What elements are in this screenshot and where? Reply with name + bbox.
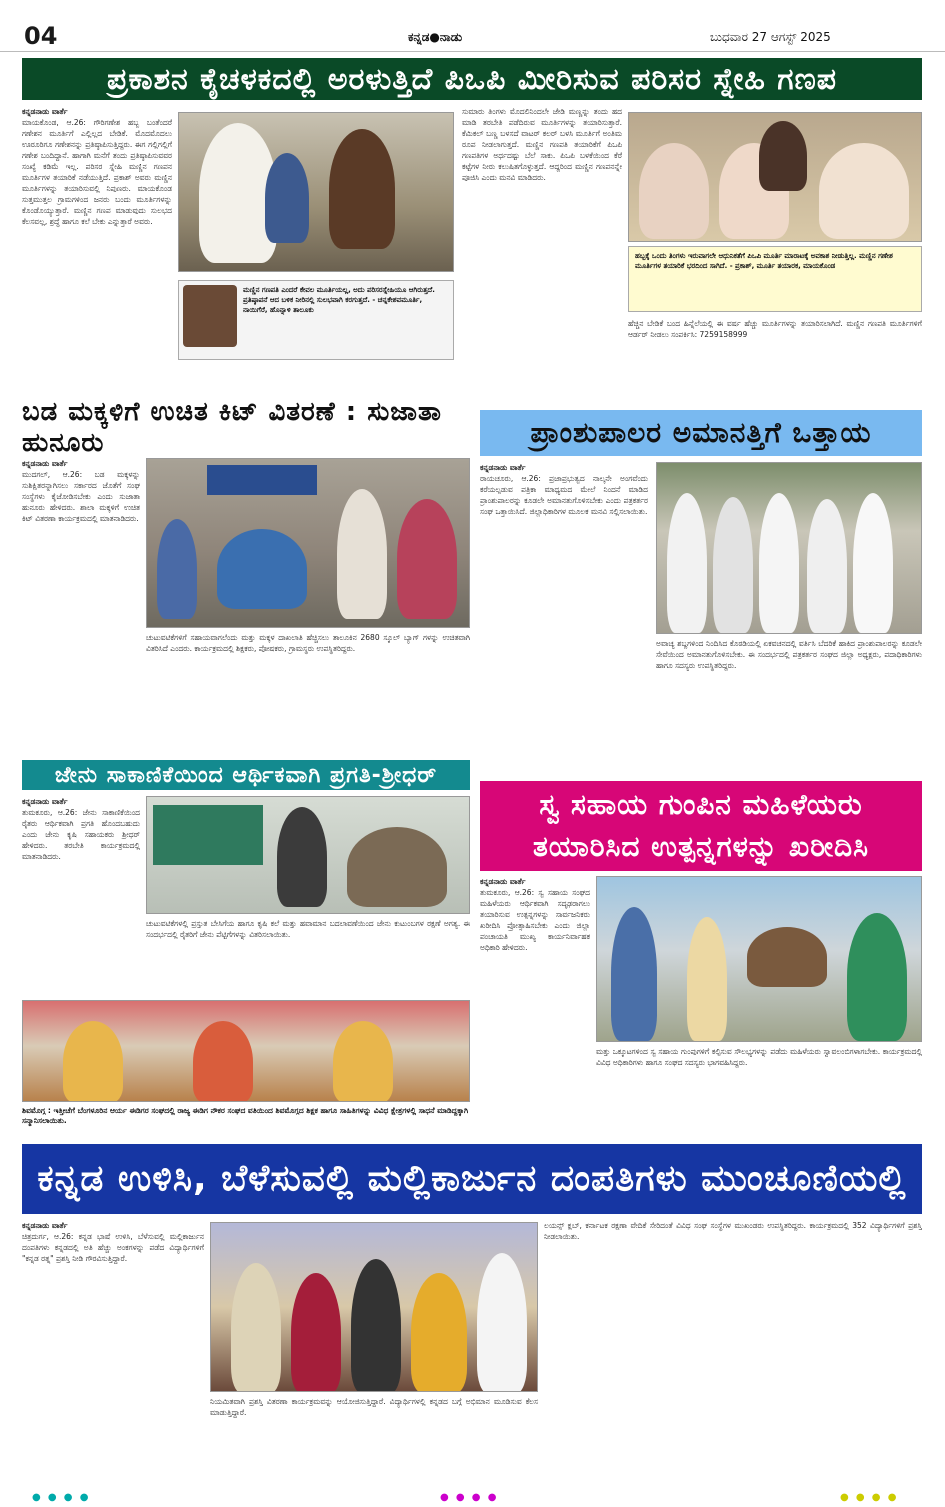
photo-shg-products — [596, 876, 922, 1042]
photo-principal-protest — [656, 462, 922, 634]
man-figure — [231, 1263, 281, 1392]
article-principal-col2 — [656, 638, 922, 774]
article-principal-col1 — [480, 462, 648, 774]
headline-shg-line1: ಸ್ವ ಸಹಾಯ ಗುಂಪಿನ ಮಹಿಳೆಯರು — [539, 788, 863, 821]
artist-figure — [329, 129, 395, 249]
poster-in-photo — [153, 805, 263, 865]
photo-ganesha-idols — [628, 112, 922, 242]
article-honey-col1 — [22, 796, 140, 996]
article-honey-text2: ಚುಟುವಟಿಕೆಗಳಲ್ಲಿ ಪ್ರಸ್ತುತ ಬೇಸಿಗೆಯ ಹಾಗೂ ಕೃಷಿ ಕಲೆ ಮತ್ತು ಹವಾಮಾನ ಬದಲಾವಣೆಯಿಂದ ಜೇನು ಕುಟುಂಬಗಳ ರಕ್ಷಣೆ ಅಗತ್ಯ. ಈ ಸಂದರ್ಭದಲ್ಲಿ ರೈತರಿಗೆ ಜೇನು ಪೆಟ್ಟಿಗೆಗಳನ್ನು ವಿತರಿಸಲಾಯಿತು. — [146, 919, 470, 939]
headline-shg — [480, 781, 922, 871]
article-kit-col1 — [22, 458, 140, 758]
article-shg-text2: ಮತ್ತು ಒಕ್ಕೂಟಗಳಿಂದ ಸ್ವ ಸಹಾಯ ಗುಂಪುಗಳಿಗೆ ಕಲ್ಪಿಸುವ ಸೌಲಭ್ಯಗಳನ್ನು ಪಡೆದು ಮಹಿಳೆಯರು ಸ್ವಾವಲಂಬಿಗಳಾಗಬೇಕು. ಕಾರ್ಯಕ್ರಮದಲ್ಲಿ ವಿವಿಧ ಅಧಿಕಾರಿಗಳು ಹಾಗೂ ಸಂಘದ ಸದಸ್ಯರು ಭಾಗವಹಿಸಿದ್ದರು. — [596, 1047, 922, 1067]
article-principal-text1: ರಾಯಚೂರು, ಆ.26: ಪ್ರಜಾಪ್ರಭುತ್ವದ ನಾಲ್ಕನೇ ಅಂಗವೆಂದು ಕರೆಯಲ್ಪಡುವ ಪತ್ರಿಕಾ ಮಾಧ್ಯಮದ ಮೇಲೆ ನಿಂದನೆ ಮಾಡಿದ ಪ್ರಾಂಶುಪಾಲರನ್ನು ಕೂಡಲೇ ಅಮಾನತುಗೊಳಿಸಬೇಕು ಎಂದು ಪತ್ರಕರ್ತರ ಸಂಘ ಒತ್ತಾಯಿಸಿದೆ. ಜಿಲ್ಲಾಧಿಕಾರಿಗಳ ಮೂಲಕ ಮನವಿ ಸಲ್ಲಿಸಲಾಯಿತು. — [480, 474, 648, 516]
man-figure-2 — [351, 1259, 401, 1392]
headline-honey: ಜೇನು ಸಾಕಾಣಿಕೆಯಿಂದ ಆರ್ಥಿಕವಾಗಿ ಪ್ರಗತಿ-ಶ್ರೀಧರ್ — [22, 760, 470, 790]
paper-name: ಕನ್ನಡ●ನಾಡು — [408, 30, 463, 44]
stall-shape — [747, 927, 827, 987]
registration-marks-center: ● ● ● ● — [440, 1492, 499, 1503]
article-kannada-text3: ಲಯನ್ಸ್ ಕ್ಲಬ್, ಕರ್ನಾಟಕ ರಕ್ಷಣಾ ವೇದಿಕೆ ಸೇರಿದಂತೆ ವಿವಿಧ ಸಂಘ ಸಂಸ್ಥೆಗಳ ಮುಖಂಡರು ಉಪಸ್ಥಿತರಿದ್ದರು. ಕಾರ್ಯಕ್ರಮದಲ್ಲಿ 352 ವಿದ್ಯಾರ್ಥಿಗಳಿಗೆ ಪ್ರಶಸ್ತಿ ನೀಡಲಾಯಿತು. — [544, 1221, 922, 1241]
official-1 — [611, 907, 657, 1041]
photo-kannada-award — [210, 1222, 538, 1392]
photo-kit-distribution — [146, 458, 470, 628]
byline-honey: ಕನ್ನಡನಾಡು ವಾರ್ತೆ — [22, 797, 68, 806]
registration-marks-right: ● ● ● ● — [840, 1492, 899, 1503]
headline-kannada: ಕನ್ನಡ ಉಳಿಸಿ, ಬೆಳೆಸುವಲ್ಲಿ ಮಲ್ಲಿಕಾರ್ಜುನ ದಂಪತಿಗಳು ಮುಂಚೂಣಿಯಲ್ಲಿ — [22, 1144, 922, 1214]
caption-felicitation: ಶಿವಮೊಗ್ಗ : ಇತ್ತೀಚೆಗೆ ಬೆಂಗಳೂರಿನ ಆರ್ಯ ಈಡಿಗರ ಸಂಘದಲ್ಲಿ ರಾಜ್ಯ ಈಡಿಗ ನೌಕರ ಸಂಘದ ವತಿಯಿಂದ ಶಿವಮೊಗ್ಗದ ಶಿಕ್ಷಕ ಹಾಗೂ ಸಾಹಿತಿಗಳನ್ನು ವಿವಿಧ ಕ್ಷೇತ್ರಗಳಲ್ಲಿ ಸಾಧನೆ ಮಾಡಿದ್ದಕ್ಕಾಗಿ ಸನ್ಮಾನಿಸಲಾಯಿತು. — [22, 1106, 469, 1125]
elder-figure — [477, 1253, 527, 1392]
headline-shg-line2: ತಯಾರಿಸಿದ ಉತ್ಪನ್ನಗಳನ್ನು ಖರೀದಿಸಿ — [532, 830, 869, 863]
honoree-2 — [193, 1021, 253, 1102]
article-kit-col2 — [146, 632, 470, 752]
article-kannada-col3 — [544, 1220, 922, 1486]
trainer-figure — [277, 807, 327, 907]
byline-ganapa: ಕನ್ನಡನಾಡು ವಾರ್ತೆ — [22, 107, 68, 116]
official-2 — [687, 917, 727, 1041]
article-kannada-col2 — [210, 1396, 538, 1486]
beehive-shape — [347, 827, 447, 907]
honoree-3 — [333, 1021, 393, 1102]
byline-kit: ಕನ್ನಡನಾಡು ವಾರ್ತೆ — [22, 459, 68, 468]
woman-figure — [847, 913, 907, 1041]
honoree-1 — [63, 1021, 123, 1102]
article-ganapa-col1 — [22, 106, 172, 398]
article-honey-text1: ತುಮಕೂರು, ಆ.26: ಜೇನು ಸಾಕಾಣಿಕೆಯಿಂದ ರೈತರು ಆರ್ಥಿಕವಾಗಿ ಪ್ರಗತಿ ಹೊಂದಬಹುದು ಎಂದು ಜೇನು ಕೃಷಿ ಸಹಾಯಕರು ಶ್ರೀಧರ್ ಹೇಳಿದರು. ತರಬೇತಿ ಕಾರ್ಯಕ್ರಮದಲ್ಲಿ ಮಾತನಾಡಿದರು. — [22, 808, 140, 861]
page-number: 04 — [24, 22, 58, 50]
woman-figure-1 — [291, 1273, 341, 1392]
article-kit-text1: ಮುದಗಲ್, ಆ.26: ಬಡ ಮಕ್ಕಳನ್ನು ಸುಶಿಕ್ಷಿತರನ್ನಾಗಿಸಲು ಸರ್ಕಾರದ ಜೊತೆಗೆ ಸಂಘ ಸಂಸ್ಥೆಗಳು ಕೈಜೋಡಿಸಬೇಕು ಎಂದು ಸುಜಾತಾ ಹುನೂರು ಹೇಳಿದರು. ಶಾಲಾ ಮಕ್ಕಳಿಗೆ ಉಚಿತ ಕಿಟ್ ವಿತರಣಾ ಕಾರ್ಯಕ್ರಮದಲ್ಲಿ ಮಾತನಾಡಿದರು. — [22, 470, 140, 523]
caption-ganapa — [628, 246, 922, 312]
quote-text: ಮಣ್ಣಿನ ಗಣಪತಿ ಎಂದರೆ ಕೇವಲ ಮೂರ್ತಿಯಲ್ಲ, ಅದು ಪರಿಸರಸ್ನೇಹಿಯೂ ಆಗಿರುತ್ತದೆ. ಪ್ರತಿಷ್ಠಾಪನೆ ಆದ ಬಳಿಕ ನೀರಿನಲ್ಲಿ ಸುಲಭವಾಗಿ ಕರಗುತ್ತದೆ. - ಚನ್ನಕೇಶವಮೂರ್ತಿ, ನಾಯಿಗೆರೆ, ಹೊನ್ನಾಳಿ ತಾಲೂಕು — [243, 286, 435, 314]
byline-shg: ಕನ್ನಡನಾಡು ವಾರ್ತೆ — [480, 877, 526, 886]
article-kannada-text2: ನಿಯಮಿತವಾಗಿ ಪ್ರಶಸ್ತಿ ವಿತರಣಾ ಕಾರ್ಯಕ್ರಮವನ್ನು ಆಯೋಜಿಸುತ್ತಿದ್ದಾರೆ. ವಿದ್ಯಾರ್ಥಿಗಳಲ್ಲಿ ಕನ್ನಡದ ಬಗ್ಗೆ ಅಭಿಮಾನ ಮೂಡಿಸುವ ಕೆಲಸ ಮಾಡುತ್ತಿದ್ದಾರೆ. — [210, 1397, 538, 1417]
quote-portrait — [183, 285, 237, 347]
idol-1 — [639, 143, 709, 239]
quote-box-ganapa — [178, 280, 454, 360]
article-honey-col2 — [146, 918, 470, 996]
photo-felicitation — [22, 1000, 470, 1102]
person-5 — [853, 493, 893, 633]
teacher-figure — [397, 499, 457, 619]
article-kannada-col1 — [22, 1220, 204, 1486]
photo-honey-training — [146, 796, 470, 914]
article-shg-col1 — [480, 876, 590, 1138]
bags-shape — [217, 529, 307, 609]
issue-date: ಬುಧವಾರ 27 ಆಗಸ್ಟ್ 2025 — [710, 30, 831, 44]
seller-figure — [759, 121, 807, 191]
article-principal-text2: ಅವಾಚ್ಯ ಶಬ್ದಗಳಿಂದ ನಿಂದಿಸಿದ ಕೊಠಡಿಯಲ್ಲಿ ಏಕವಚನದಲ್ಲಿ ವರ್ತಿಸಿ ಬೆದರಿಕೆ ಹಾಕಿದ ಪ್ರಾಂಶುಪಾಲರನ್ನು ಕೂಡಲೇ ಸೇವೆಯಿಂದ ಅಮಾನತುಗೊಳಿಸಬೇಕು. ಈ ಸಂದರ್ಭದಲ್ಲಿ ಪತ್ರಕರ್ತರ ಸಂಘದ ಜಿಲ್ಲಾ ಅಧ್ಯಕ್ಷರು, ಪದಾಧಿಕಾರಿಗಳು ಹಾಗೂ ಸದಸ್ಯರು ಉಪಸ್ಥಿತರಿದ್ದರು. — [656, 639, 922, 670]
idol-3 — [819, 143, 909, 239]
photo-ganapa-artist — [178, 112, 454, 272]
caption-ganapa-text: ಹಬ್ಬಕ್ಕೆ ಒಂದು ತಿಂಗಳು ಇರುವಾಗಲೇ ಆಧುನಿಕತೆಗೆ ಪಿಒಪಿ ಮೂರ್ತಿ ಮಾರಾಟಕ್ಕೆ ಅವಕಾಶ ನೀಡುತ್ತಿಲ್ಲ. ಮಣ್ಣಿನ ಗಣೇಶ ಮೂರ್ತಿಗಳ ತಯಾರಿಕೆ ಭರದಿಂದ ಸಾಗಿದೆ. - ಪ್ರಕಾಶ್, ಮೂರ್ತಿ ತಯಾರಕ, ಮಾಯಕೊಂಡ — [635, 252, 893, 270]
article-ganapa-text2: ಸುಮಾರು ತಿಂಗಳು ಮೊದಲಿನಿಂದಲೇ ಜೇಡಿ ಮಣ್ಣನ್ನು ತಂದು ಹದ ಮಾಡಿ ತರಬೇತಿ ಪಡೆದಿರುವ ಮೂರ್ತಿಗಳನ್ನು ತಯಾರಿಸುತ್ತಾರೆ. ಕೆಮಿಕಲ್ ಬಣ್ಣ ಬಳಸದೆ ವಾಟರ್ ಕಲರ್ ಬಳಸಿ ಮೂರ್ತಿಗೆ ಅಂತಿಮ ರೂಪ ನೀಡಲಾಗುತ್ತದೆ. ಮಣ್ಣಿನ ಗಣಪತಿ ತಯಾರಿಕೆಗೆ ಪಿಒಪಿ ಗಣಪತಿಗಳ ಅರ್ಧದಷ್ಟು ಬೆಲೆ ಸಾಕು. ಪಿಒಪಿ ಬಳಕೆಯಿಂದ ಕೆರೆ ಕಟ್ಟೆಗಳ ನೀರು ಕಲುಷಿತಗೊಳ್ಳುತ್ತದೆ. ಆದ್ದರಿಂದ ಮಣ್ಣಿನ ಗಣಪನನ್ನೇ ಪೂಜಿಸಿ ಎಂದು ಮನವಿ ಮಾಡಿದರು. — [462, 107, 622, 182]
masthead — [0, 0, 945, 52]
woman-figure-2 — [411, 1273, 467, 1392]
banner-in-photo — [207, 465, 317, 495]
child-figure — [265, 153, 309, 243]
article-kit-text2: ಚುಟುವಟಿಕೆಗಳಿಗೆ ಸಹಾಯವಾಗಲೆಂದು ಮತ್ತು ಮಕ್ಕಳ ದಾಖಲಾತಿ ಹೆಚ್ಚಿಸಲು ತಾಲೂಕಿನ 2680 ಸ್ಕೂಲ್ ಬ್ಯಾಗ್ ಗಳನ್ನು ಉಚಿತವಾಗಿ ವಿತರಿಸಿದೆ ಎಂದರು. ಕಾರ್ಯಕ್ರಮದಲ್ಲಿ ಶಿಕ್ಷಕರು, ಪೋಷಕರು, ಗ್ರಾಮಸ್ಥರು ಉಪಸ್ಥಿತರಿದ್ದರು. — [146, 633, 470, 653]
article-shg-text1: ತುಮಕೂರು, ಆ.26: ಸ್ವ ಸಹಾಯ ಸಂಘದ ಮಹಿಳೆಯರು ಆರ್ಥಿಕವಾಗಿ ಸದೃಢರಾಗಲು ತಯಾರಿಸುವ ಉತ್ಪನ್ನಗಳನ್ನು ಸಾರ್ವಜನಿಕರು ಖರೀದಿಸಿ ಪ್ರೋತ್ಸಾಹಿಸಬೇಕು ಎಂದು ಜಿಲ್ಲಾ ಪಂಚಾಯತಿ ಮುಖ್ಯ ಕಾರ್ಯನಿರ್ವಾಹಕ ಅಧಿಕಾರಿ ಹೇಳಿದರು. — [480, 888, 590, 952]
headline-principal: ಪ್ರಾಂಶುಪಾಲರ ಅಮಾನತ್ತಿಗೆ ಒತ್ತಾಯ — [480, 410, 922, 456]
person-1 — [667, 493, 707, 633]
byline-kannada: ಕನ್ನಡನಾಡು ವಾರ್ತೆ — [22, 1221, 68, 1230]
person-3 — [759, 493, 799, 633]
article-ganapa-col3 — [628, 318, 922, 398]
student-figure — [157, 519, 197, 619]
article-ganapa-text3: ಹೆಚ್ಚಿನ ಬೇಡಿಕೆ ಬಂದ ಹಿನ್ನೆಲೆಯಲ್ಲಿ ಈ ವರ್ಷ ಹೆಚ್ಚು ಮೂರ್ತಿಗಳನ್ನು ತಯಾರಿಸಲಾಗಿದೆ. ಮಣ್ಣಿನ ಗಣಪತಿ ಮೂರ್ತಿಗಳಿಗೆ ಆರ್ಡರ್ ನೀಡಲು ಸಂಪರ್ಕಿಸಿ: 7259158999 — [628, 319, 922, 339]
headline-kit: ಬಡ ಮಕ್ಕಳಿಗೆ ಉಚಿತ ಕಿಟ್ ವಿತರಣೆ : ಸುಜಾತಾ ಹುನೂರು — [22, 406, 474, 450]
article-kannada-text1: ಚಿತ್ರದುರ್ಗ, ಆ.26: ಕನ್ನಡ ಭಾಷೆ ಉಳಿಸಿ, ಬೆಳೆಸುವಲ್ಲಿ ಮಲ್ಲಿಕಾರ್ಜುನ ದಂಪತಿಗಳು ಕನ್ನಡದಲ್ಲಿ ಅತಿ ಹೆಚ್ಚು ಅಂಕಗಳನ್ನು ಪಡೆದ ವಿದ್ಯಾರ್ಥಿಗಳಿಗೆ "ಕನ್ನಡ ರತ್ನ" ಪ್ರಶಸ್ತಿ ನೀಡಿ ಗೌರವಿಸುತ್ತಿದ್ದಾರೆ. — [22, 1232, 204, 1263]
person-2 — [713, 497, 753, 633]
headline-ganapa: ಪ್ರಕಾಶನ ಕೈಚಳಕದಲ್ಲಿ ಅರಳುತ್ತಿದೆ ಪಿಒಪಿ ಮೀರಿಸುವ ಪರಿಸರ ಸ್ನೇಹಿ ಗಣಪ — [22, 58, 922, 100]
article-ganapa-col2 — [462, 106, 622, 398]
byline-principal: ಕನ್ನಡನಾಡು ವಾರ್ತೆ — [480, 463, 526, 472]
article-shg-col2 — [596, 1046, 922, 1138]
article-ganapa-text1: ಮಾಯಕೊಂಡ, ಆ.26: ಗೌರಿಗಣೇಶ ಹಬ್ಬ ಬಂತೆಂದರೆ ಗಣೇಶನ ಮೂರ್ತಿಗೆ ಎಲ್ಲಿಲ್ಲದ ಬೇಡಿಕೆ. ಮೊದಮೊದಲು ಊರೂರಿಗೂ ಗಣೇಶನನ್ನು ಪ್ರತಿಷ್ಠಾಪಿಸುತ್ತಿದ್ದರು. ಈಗ ಗಲ್ಲಿಗಲ್ಲಿಗೆ ಗಣೇಶ ಬಂದಿದ್ದಾನೆ. ಹಾಗಾಗಿ ಮನೆಗೆ ತಂದು ಪ್ರತಿಷ್ಠಾಪಿಸುವವರ ಸಂಖ್ಯೆ ಕಡಿಮೆ ಇಲ್ಲ. ಪರಿಸರ ಸ್ನೇಹಿ ಮಣ್ಣಿನ ಗಣಪನ ಮೂರ್ತಿಗಳ ತಯಾರಿಕೆ ನಡೆಯುತ್ತಿದೆ. ಪ್ರಕಾಶ್ ಅವರು ಮಣ್ಣಿನ ಮೂರ್ತಿಗಳನ್ನು ತಯಾರಿಸುವಲ್ಲಿ ನಿಪುಣರು. ಮಾಯಕೊಂಡ ಸುತ್ತಮುತ್ತಲ ಗ್ರಾಮಗಳಿಂದ ಜನರು ಬಂದು ಮೂರ್ತಿಗಳನ್ನು ಕೊಂಡೊಯ್ಯುತ್ತಾರೆ. ಮಣ್ಣಿನ ಗಣಪ ಮಾಡುವುದು ಸುಲಭದ ಕೆಲಸವಲ್ಲ, ಶ್ರದ್ಧೆ ಹಾಗೂ ಕಲೆ ಬೇಕು ಎನ್ನುತ್ತಾರೆ ಅವರು. — [22, 118, 172, 226]
person-4 — [807, 499, 847, 633]
official-figure — [337, 489, 387, 619]
registration-marks-left: ● ● ● ● — [32, 1492, 91, 1503]
